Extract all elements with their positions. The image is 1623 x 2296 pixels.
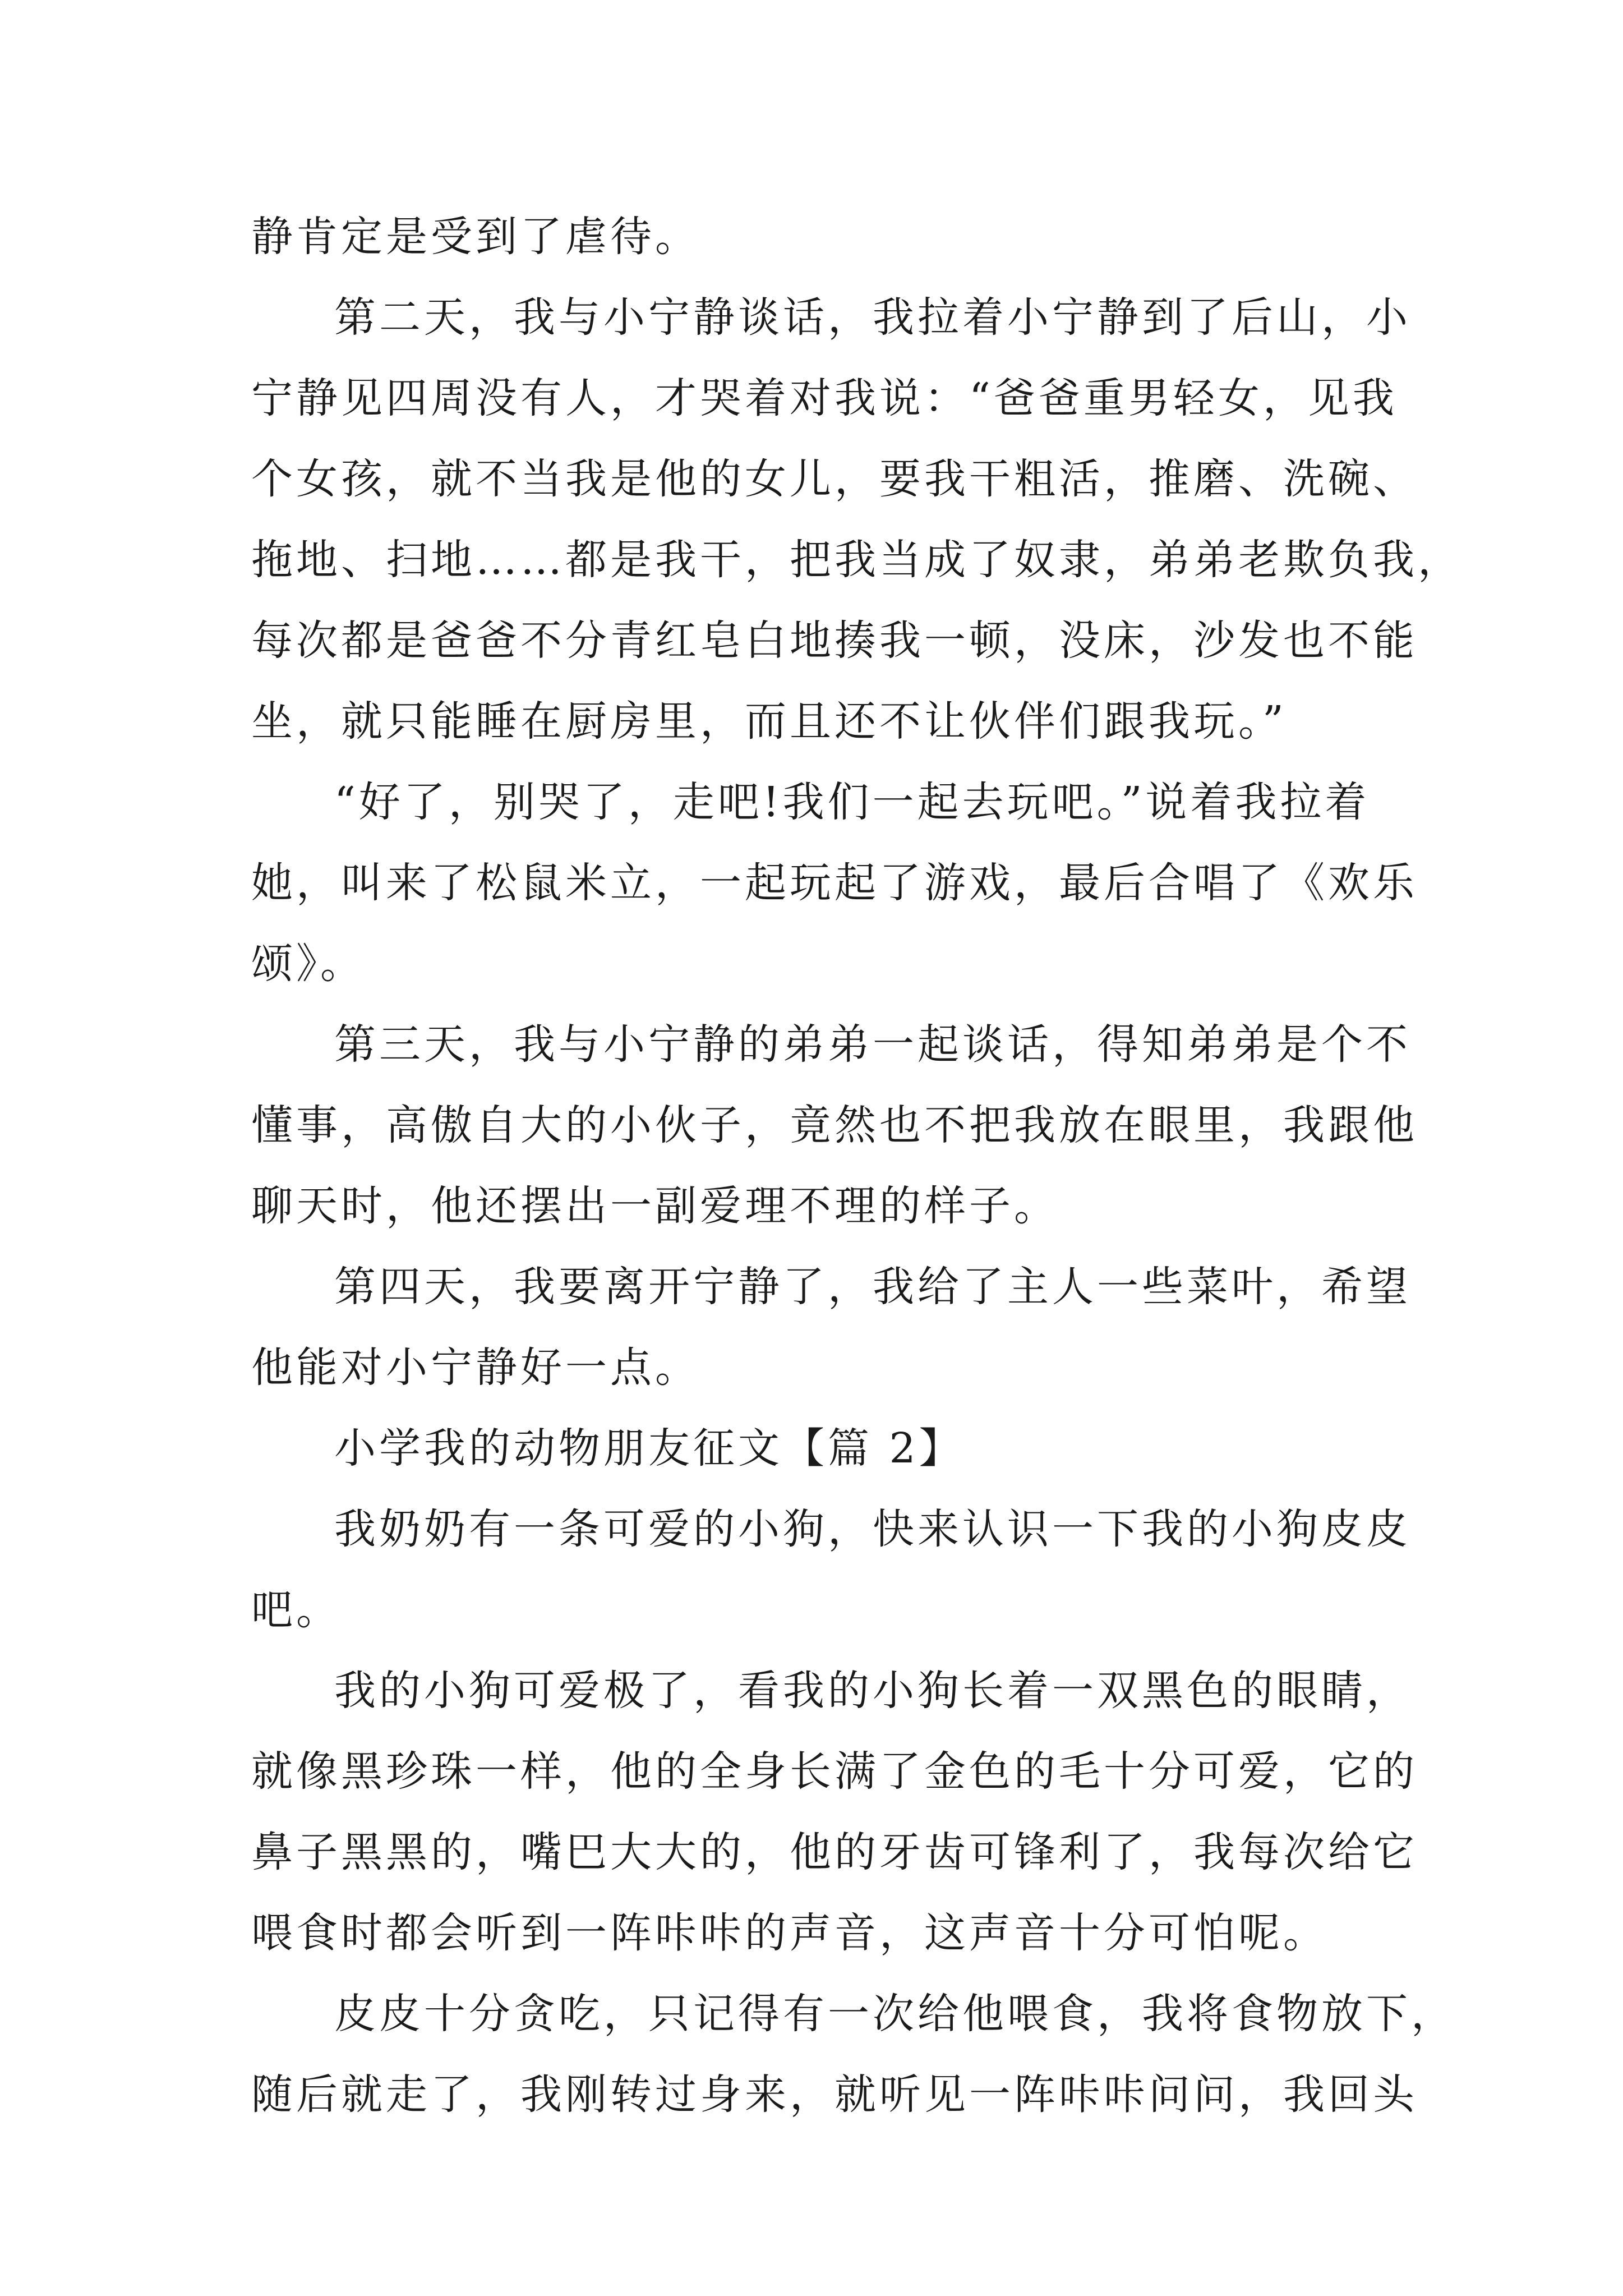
text-line: 静肯定是受到了虐待。 bbox=[251, 213, 700, 261]
text-line: 吧。 bbox=[251, 1586, 341, 1634]
text-line: 拖地、扫地……都是我干，把我当成了奴隶，弟弟老欺负我， bbox=[251, 536, 1463, 584]
text-line: 鼻子黑黑的，嘴巴大大的，他的牙齿可锋利了，我每次给它 bbox=[251, 1828, 1418, 1876]
paragraph-start-line: “好了，别哭了，走吧!我们一起去玩吧。”说着我拉着 bbox=[334, 778, 1370, 826]
text-line: 坐，就只能睡在厨房里，而且还不让伙伴们跟我玩。” bbox=[251, 697, 1287, 746]
text-line: 个女孩，就不当我是他的女儿，要我干粗活，推磨、洗碗、 bbox=[251, 455, 1418, 503]
text-line: 她，叫来了松鼠米立，一起玩起了游戏，最后合唱了《欢乐 bbox=[251, 859, 1418, 907]
paragraph-start-line: 第四天，我要离开宁静了，我给了主人一些菜叶，希望 bbox=[334, 1263, 1411, 1311]
paragraph-start-line: 第二天，我与小宁静谈话，我拉着小宁静到了后山，小 bbox=[334, 293, 1411, 342]
text-line: 喂食时都会听到一阵咔咔的声音，这声音十分可怕呢。 bbox=[251, 1909, 1328, 1957]
paragraph-start-line: 我奶奶有一条可爱的小狗，快来认识一下我的小狗皮皮 bbox=[334, 1505, 1411, 1553]
text-line: 聊天时，他还摆出一副爱理不理的样子。 bbox=[251, 1182, 1059, 1230]
text-line: 他能对小宁静好一点。 bbox=[251, 1343, 700, 1392]
text-line: 颂》。 bbox=[251, 940, 365, 988]
paragraph-start-line: 我的小狗可爱极了，看我的小狗长着一双黑色的眼睛， bbox=[334, 1667, 1411, 1715]
text-line: 每次都是爸爸不分青红皂白地揍我一顿，没床，沙发也不能 bbox=[251, 616, 1418, 665]
paragraph-start-line: 第三天，我与小宁静的弟弟一起谈话，得知弟弟是个不 bbox=[334, 1020, 1411, 1069]
text-line: 懂事，高傲自大的小伙子，竟然也不把我放在眼里，我跟他 bbox=[251, 1101, 1418, 1149]
text-line: 就像黑珍珠一样，他的全身长满了金色的毛十分可爱，它的 bbox=[251, 1747, 1418, 1796]
text-line: 宁静见四周没有人，才哭着对我说：“爸爸重男轻女，见我 bbox=[251, 374, 1398, 422]
section-heading: 小学我的动物朋友征文【篇 2】 bbox=[334, 1424, 964, 1473]
body-text bbox=[251, 196, 1463, 2135]
text-line: 随后就走了，我刚转过身来，就听见一阵咔咔问问，我回头 bbox=[251, 2070, 1418, 2119]
paragraph-start-line: 皮皮十分贪吃，只记得有一次给他喂食，我将食物放下， bbox=[334, 1990, 1456, 2038]
